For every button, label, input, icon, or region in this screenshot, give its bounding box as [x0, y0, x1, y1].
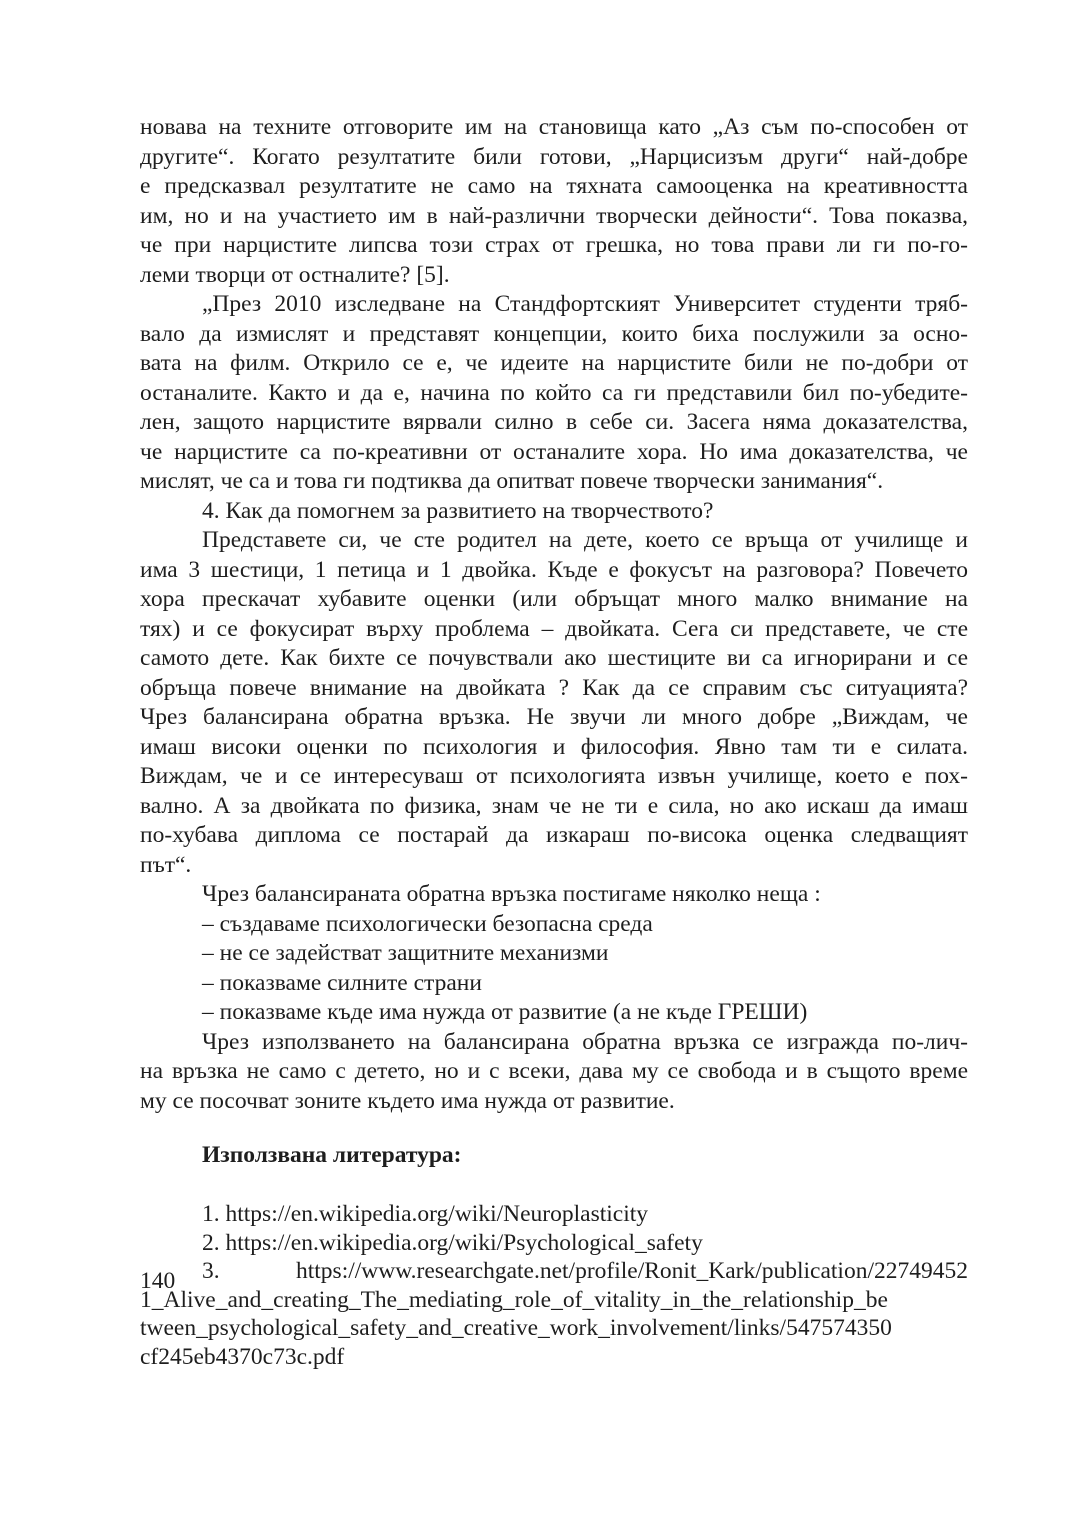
list-item: – създаваме психологически безопасна среда: [202, 910, 653, 937]
text-line: новава на техните отговорите им на становища като „Аз съм по-способен от: [140, 114, 968, 140]
text-line: самото дете. Как бихте се почувствали ако шестиците ви са игнорирани и се: [140, 645, 968, 671]
text-line: по-хубава диплома се постарай да изкараш по-висока оценка следващият: [140, 822, 968, 848]
page-number: 140: [140, 1268, 176, 1294]
references-heading: Използвана литература:: [202, 1142, 462, 1168]
references-heading-block: [140, 1141, 968, 1171]
text-line: път“.: [140, 851, 192, 878]
references-list: [140, 1200, 968, 1371]
text-line: Виждам, че и се интересуваш от психологията извън училище, което е пох-: [140, 763, 968, 789]
text-line: другите“. Когато резултатите били готови, „Нарцисизъм други“ най-добре: [140, 143, 968, 170]
reference-item: 3. https://www.researchgate.net/profile/Ronit_Kark/publication/22749452: [202, 1258, 968, 1284]
text-line: на връзка не само с детето, но и с всеки, дава му се свобода и в същото време: [140, 1058, 968, 1084]
list-item: – показваме силните страни: [202, 969, 482, 996]
body-text: [140, 113, 968, 1116]
text-line: Чрез използването на балансирана обратна връзка се изгражда по-лич-: [202, 1028, 968, 1055]
reference-item: tween_psychological_safety_and_creative_work_involvement/links/547574350: [140, 1315, 892, 1341]
reference-item: cf245eb4370c73c.pdf: [140, 1343, 345, 1370]
text-line: обръща повече внимание на двойката ? Как да се справим със ситуацията?: [140, 674, 968, 701]
text-line: вално. А за двойката по физика, знам че не ти е сила, но ако искаш да имаш: [140, 792, 968, 819]
text-line: „През 2010 изследване на Стандфортският Университет студенти тряб-: [202, 291, 968, 317]
list-item: – показваме къде има нужда от развитие (а не къде ГРЕШИ): [202, 999, 808, 1025]
text-line: че при нарцистите липсва този страх от грешка, но това прави ли ги по-го-: [140, 232, 968, 258]
text-line: им, но и на участието им в най-различни творчески дейности“. Това показва,: [140, 202, 968, 229]
text-line: вало да измислят и представят концепции, които биха послужили за осно-: [140, 320, 968, 347]
reference-item: 1_Alive_and_creating_The_mediating_role_of_vitality_in_the_relationship_be: [140, 1286, 888, 1313]
reference-item: 1. https://en.wikipedia.org/wiki/Neuroplasticity: [202, 1201, 649, 1227]
text-line: е предсказвал резултатите не само на тяхната самооценка на креативността: [140, 173, 968, 199]
text-line: останалите. Както и да е, начина по който са ги представили бил по-убедите-: [140, 379, 968, 406]
text-line: Чрез балансирана обратна връзка. Не звучи ли много добре „Виждам, че: [140, 704, 968, 730]
text-line: хора прескачат хубавите оценки (или обръщат много малко внимание на: [140, 586, 968, 612]
text-line: вата на филм. Открило се е, че идеите на нарцистите били не по-добри от: [140, 350, 968, 376]
text-line: Чрез балансираната обратна връзка постигаме няколко неща :: [202, 881, 821, 907]
text-line: има 3 шестици, 1 петица и 1 двойка. Къде е фокусът на разговора? Повечето: [140, 556, 968, 583]
list-item: – не се задействат защитните механизми: [202, 940, 609, 966]
text-line: че нарцистите са по-креативни от останалите хора. Но има доказателства, че: [140, 438, 968, 465]
text-line: леми творци от остналите? [5].: [140, 261, 450, 288]
text-line: тях) и се фокусират върху проблема – двойката. Сега си представете, че сте: [140, 615, 968, 642]
reference-item: 2. https://en.wikipedia.org/wiki/Psychological_safety: [202, 1229, 703, 1256]
section-heading: 4. Как да помогнем за развитието на творчеството?: [202, 497, 714, 524]
text-line: му се посочват зоните където има нужда от развитие.: [140, 1087, 675, 1114]
text-line: лен, защото нарцистите вярвали силно в себе си. Засега няма доказателства,: [140, 409, 968, 435]
text-line: Представете си, че сте родител на дете, което се връща от училище и: [202, 527, 968, 553]
text-line: мислят, че са и това ги подтиква да опитват повече творчески занимания“.: [140, 468, 884, 494]
text-line: имаш високи оценки по психология и философия. Явно там ти е силата.: [140, 733, 968, 760]
